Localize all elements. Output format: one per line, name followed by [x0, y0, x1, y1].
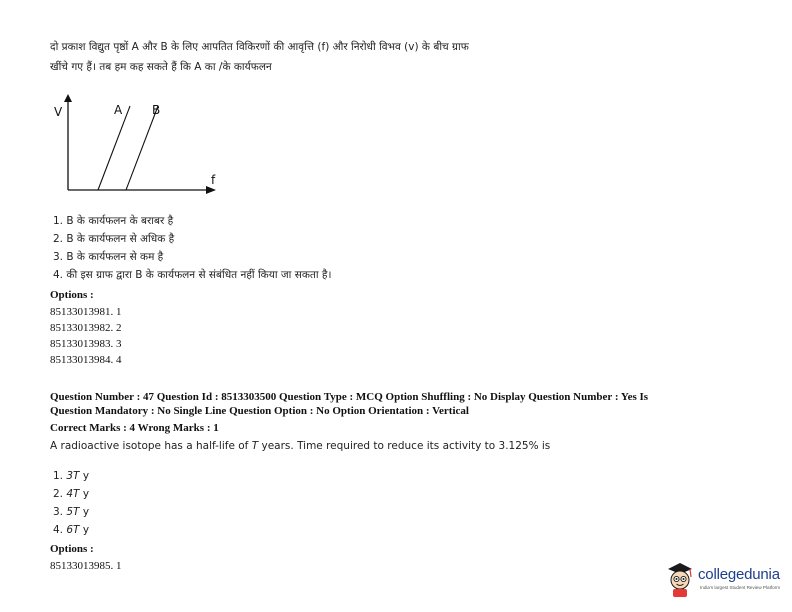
q1-option-2 — [53, 232, 174, 246]
q2-option-3-unit: y — [79, 506, 90, 518]
q1-option-1 — [53, 214, 173, 228]
q2-option-1-value: 3T — [66, 470, 80, 482]
q1-options-heading: Options : — [50, 289, 94, 301]
q1-option-3 — [53, 250, 163, 264]
q2-option-3-num: 3. — [53, 506, 64, 518]
q1-option-1-text: B के कार्यफलन के बराबर है — [66, 215, 174, 227]
q1-option-3-num: 3. — [53, 251, 64, 263]
frequency-voltage-graph — [48, 94, 228, 200]
question-2-text — [50, 440, 550, 452]
q1-option-id-2: 85133013982. 2 — [50, 322, 122, 334]
q2-option-3-value: 5T — [66, 506, 80, 518]
q2-option-2-unit: y — [79, 488, 90, 500]
q1-option-3-text: B के कार्यफलन से कम है — [66, 251, 164, 263]
q2-text-after: years. Time required to reduce its activity to 3.125% is — [258, 440, 551, 452]
graduate-mascot-icon — [664, 560, 696, 598]
q2-option-2 — [53, 488, 89, 500]
q2-options-heading: Options : — [50, 543, 94, 555]
question-1-text-line-1: दो प्रकाश विद्युत पृष्ठों A और B के लिए आपतित विकिरणों की आवृत्ति (f) और निरोधी विभव (v) के बीच ग्राफ — [50, 41, 469, 53]
q1-option-1-num: 1. — [53, 215, 64, 227]
collegedunia-logo — [664, 560, 786, 600]
q2-option-id-1: 85133013985. 1 — [50, 560, 122, 572]
q1-option-2-num: 2. — [53, 233, 64, 245]
q2-option-2-value: 4T — [66, 488, 80, 500]
x-axis-label: f — [211, 173, 216, 187]
q2-marks: Correct Marks : 4 Wrong Marks : 1 — [50, 422, 219, 434]
q1-option-4 — [53, 268, 332, 282]
line-a — [98, 106, 130, 190]
question-1-text-line-2: खींचे गए हैं। तब हम कह सकते हैं कि A का /के कार्यफलन — [50, 61, 272, 73]
x-axis-arrow — [206, 186, 216, 194]
line-a-label: A — [114, 103, 123, 117]
q2-text-before: A radioactive isotope has a half-life of — [50, 440, 252, 452]
q2-option-4 — [53, 524, 89, 536]
q1-option-id-3: 85133013983. 3 — [50, 338, 122, 350]
q2-text-var: T — [251, 440, 259, 452]
q2-meta-line-1: Question Number : 47 Question Id : 8513303500 Question Type : MCQ Option Shuffling : No Display Question Number : Yes Is — [50, 391, 649, 403]
line-b — [126, 106, 158, 190]
y-axis-arrow — [64, 94, 72, 102]
q1-option-id-1: 85133013981. 1 — [50, 306, 122, 318]
line-b-label: B — [152, 103, 161, 117]
q2-option-1 — [53, 470, 89, 482]
q1-option-id-4: 85133013984. 4 — [50, 354, 122, 366]
q2-option-2-num: 2. — [53, 488, 64, 500]
q2-option-3 — [53, 506, 89, 518]
q2-option-1-num: 1. — [53, 470, 64, 482]
q2-option-4-value: 6T — [66, 524, 80, 536]
y-axis-label: V — [54, 105, 63, 119]
logo-tagline: India's largest Student Review Platform — [700, 585, 781, 590]
q2-option-1-unit: y — [79, 470, 90, 482]
logo-name: collegedunia — [698, 566, 780, 583]
q2-meta-line-2: Question Mandatory : No Single Line Question Option : No Option Orientation : Vertical — [50, 405, 469, 417]
q1-option-4-num: 4. — [53, 269, 64, 281]
q2-option-4-num: 4. — [53, 524, 64, 536]
q2-option-4-unit: y — [79, 524, 90, 536]
q1-option-4-text: की इस ग्राफ द्वारा B के कार्यफलन से संबंधित नहीं किया जा सकता है। — [66, 269, 332, 281]
q1-option-2-text: B के कार्यफलन से अधिक है — [66, 233, 175, 245]
